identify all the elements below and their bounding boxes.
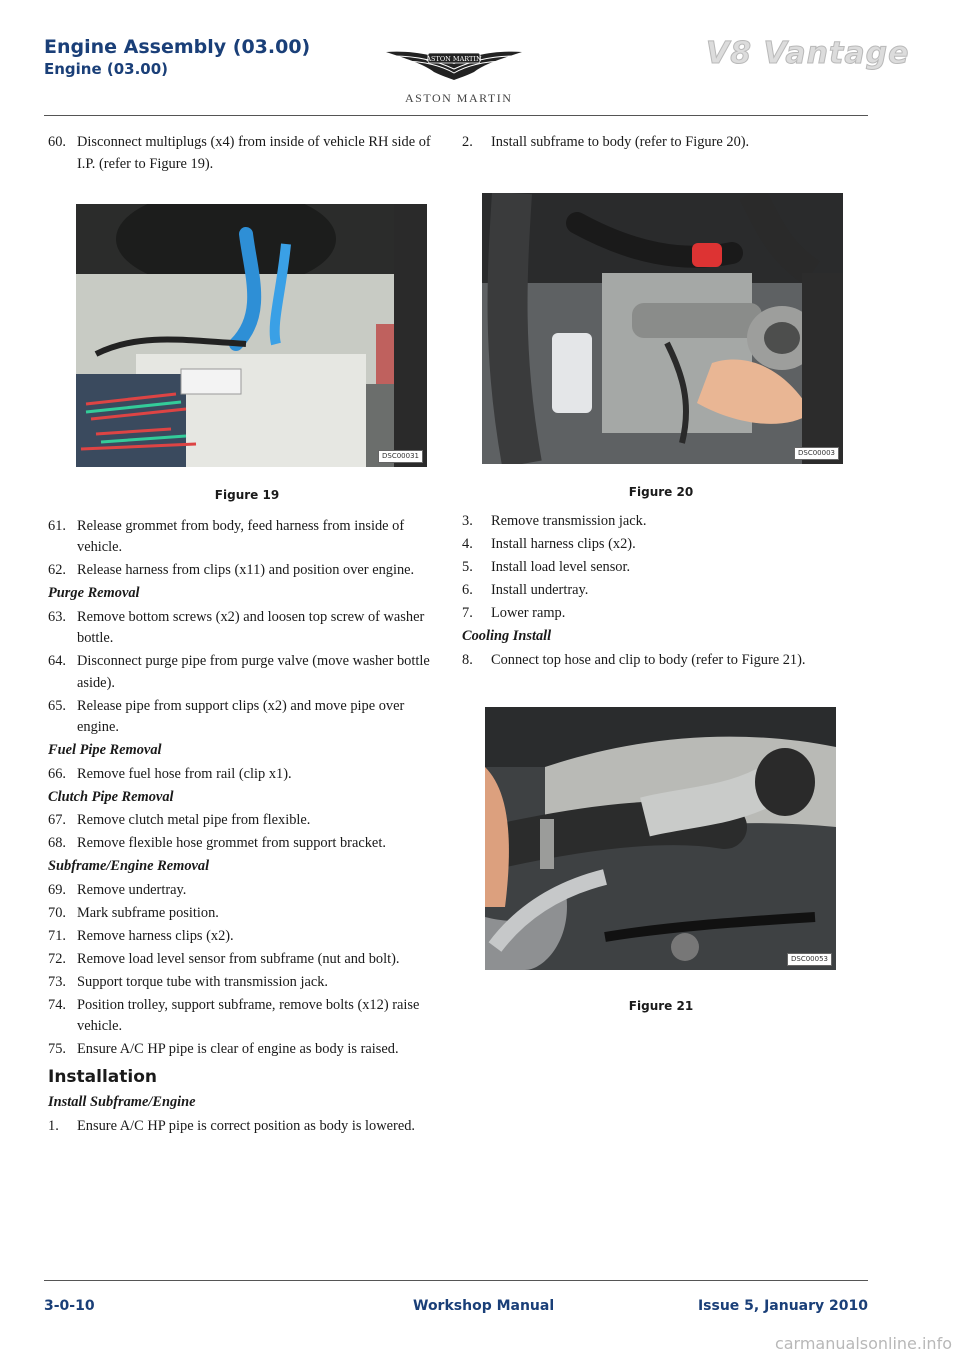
- step-71: 71. Remove harness clips (x2).: [48, 927, 234, 944]
- step-70: 70. Mark subframe position.: [48, 904, 219, 921]
- step-66: 66. Remove fuel hose from rail (clip x1).: [48, 765, 292, 782]
- figure-21-code: DSC00053: [787, 953, 832, 966]
- brand-name: ASTON MARTIN: [405, 91, 513, 105]
- figure-20-caption: Figure 20: [628, 484, 694, 499]
- step-72: 72. Remove load level sensor from subframe (nut and bolt).: [48, 950, 400, 967]
- manual-title: Workshop Manual: [413, 1298, 555, 1314]
- step-3: 3. Remove transmission jack.: [462, 513, 647, 529]
- figure-20: [482, 193, 860, 464]
- step-64: 64. Disconnect purge pipe from purge valve (move washer bottle aside).: [48, 653, 430, 691]
- page-number: 3-0-10: [44, 1298, 95, 1314]
- figure-20-photo: [482, 193, 843, 464]
- issue-date: Issue 5, January 2010: [697, 1298, 868, 1314]
- heading-install-subframe-engine: Install Subframe/Engine: [48, 1094, 196, 1110]
- aston-martin-wings-logo: [384, 42, 524, 86]
- step-8: 8. Connect top hose and clip to body (refer to Figure 21).: [462, 651, 806, 668]
- figure-21-caption: Figure 21: [628, 999, 694, 1013]
- step-65: 65. Release pipe from support clips (x2) and move pipe over engine.: [48, 697, 405, 735]
- step-63: 63. Remove bottom screws (x2) and loosen top screw of washer bottle.: [48, 608, 425, 646]
- step-61: 61. Release grommet from body, feed harness from inside of vehicle.: [48, 517, 405, 555]
- right-column: [462, 132, 860, 1018]
- footer-rule: [44, 1280, 868, 1281]
- step-73: 73. Support torque tube with transmission jack.: [48, 973, 329, 990]
- figure-19-caption: Figure 19: [214, 488, 280, 502]
- figure-19-code: DSC00031: [378, 450, 423, 463]
- step-62: 62. Release harness from clips (x11) and position over engine.: [48, 562, 415, 578]
- step-4: 4. Install harness clips (x2).: [462, 536, 636, 552]
- model-name: V8 Vantage: [706, 36, 910, 71]
- section-subtitle: Engine (03.00): [44, 60, 169, 78]
- left-column: [48, 132, 446, 1139]
- figure-19-photo: [76, 204, 427, 467]
- step-6: 6. Install undertray.: [462, 582, 589, 598]
- heading-purge-removal: Purge Removal: [48, 585, 140, 601]
- step-60: 60. Disconnect multiplugs (x4) from inside of vehicle RH side of I.P. (refer to Figure 19).: [48, 134, 431, 172]
- step-5: 5. Install load level sensor.: [462, 559, 631, 575]
- heading-clutch-pipe-removal: Clutch Pipe Removal: [48, 788, 174, 805]
- figure-19: [76, 204, 446, 467]
- figure-21: [485, 707, 860, 970]
- watermark: carmanualsonline.info: [774, 1334, 952, 1353]
- step-install-1: 1. Ensure A/C HP pipe is correct position as body is lowered.: [48, 1117, 415, 1134]
- step-69: 69. Remove undertray.: [48, 881, 187, 898]
- step-67: 67. Remove clutch metal pipe from flexible.: [48, 812, 311, 828]
- step-7: 7. Lower ramp.: [462, 605, 566, 621]
- heading-fuel-pipe-removal: Fuel Pipe Removal: [48, 742, 162, 758]
- figure-21-photo: [485, 707, 836, 970]
- figure-20-code: DSC00003: [794, 447, 839, 460]
- heading-installation: Installation: [48, 1066, 158, 1087]
- step-75: 75. Ensure A/C HP pipe is clear of engine as body is raised.: [48, 1041, 399, 1057]
- heading-subframe-engine-removal: Subframe/Engine Removal: [48, 858, 210, 874]
- logo-text: ASTON MARTIN: [426, 55, 482, 63]
- heading-cooling-install: Cooling Install: [462, 628, 552, 644]
- step-74: 74. Position trolley, support subframe, remove bolts (x12) raise vehicle.: [48, 996, 420, 1034]
- step-68: 68. Remove flexible hose grommet from support bracket.: [48, 835, 386, 851]
- step-2: 2. Install subframe to body (refer to Figure 20).: [462, 134, 750, 150]
- section-title: Engine Assembly (03.00): [44, 36, 311, 58]
- header-rule: [44, 115, 868, 116]
